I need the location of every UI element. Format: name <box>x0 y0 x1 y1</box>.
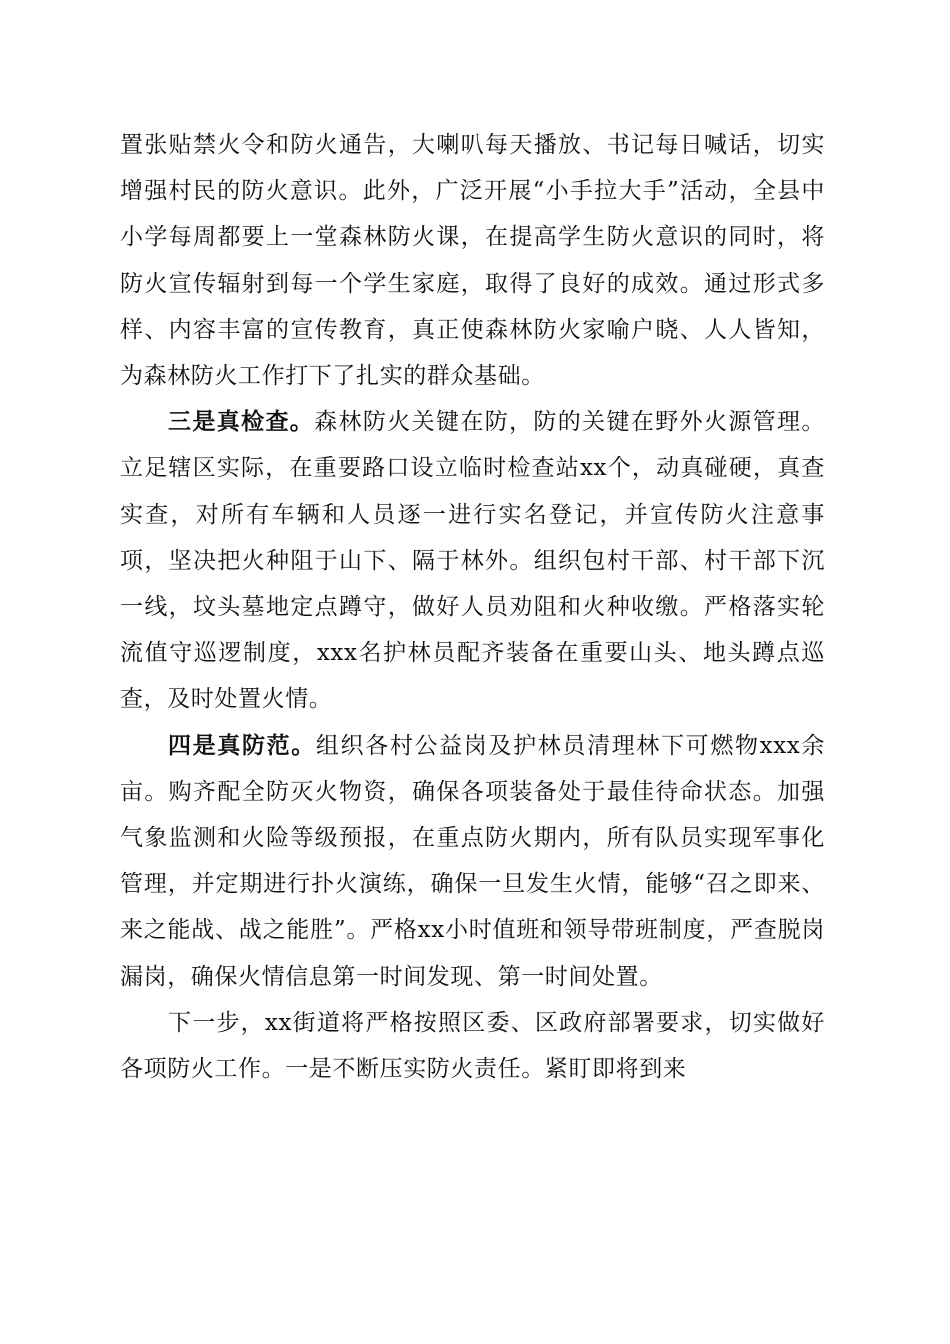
paragraph-text: 下一步，xx街道将严格按照区委、区政府部署要求，切实做好各项防火工作。一是不断压实防火责任。紧盯即将到来 <box>120 1009 825 1083</box>
paragraph-prevention <box>120 723 825 1000</box>
paragraph-text: 组织各村公益岗及护林员清理林下可燃物xxx余亩。购齐配全防灭火物资，确保各项装备处于最佳待命状态。加强气象监测和火险等级预报，在重点防火期内，所有队员实现军事化管理，并定期进行扑火演练，确保一旦发生火情，能够“召之即来、来之能战、战之能胜”。严格xx小时值班和领导带班制度，严查脱岗漏岗，确保火情信息第一时间发现、第一时间处置。 <box>120 732 825 990</box>
paragraph-text: 森林防火关键在防，防的关键在野外火源管理。立足辖区实际，在重要路口设立临时检查站xx个，动真碰硬，真查实查，对所有车辆和人员逐一进行实名登记，并宣传防火注意事项，坚决把火种阻于山下、隔于林外。组织包村干部、村干部下沉一线，坟头墓地定点蹲守，做好人员劝阻和火种收缴。严格落实轮流值守巡逻制度，xxx名护林员配齐装备在重要山头、地头蹲点巡查，及时处置火情。 <box>120 409 825 713</box>
document-body <box>120 122 825 1092</box>
paragraph-next-steps <box>120 1000 825 1092</box>
paragraph-text: 置张贴禁火令和防火通告，大喇叭每天播放、书记每日喊话，切实增强村民的防火意识。此外，广泛开展“小手拉大手”活动，全县中小学每周都要上一堂森林防火课，在提高学生防火意识的同时，将防火宣传辐射到每一个学生家庭，取得了良好的成效。通过形式多样、内容丰富的宣传教育，真正使森林防火家喻户晓、人人皆知，为森林防火工作打下了扎实的群众基础。 <box>120 132 825 390</box>
paragraph-publicity-continued <box>120 122 825 399</box>
paragraph-lead-heading: 四是真防范。 <box>168 731 316 759</box>
paragraph-lead-heading: 三是真检查。 <box>168 408 315 436</box>
paragraph-inspection <box>120 399 825 722</box>
